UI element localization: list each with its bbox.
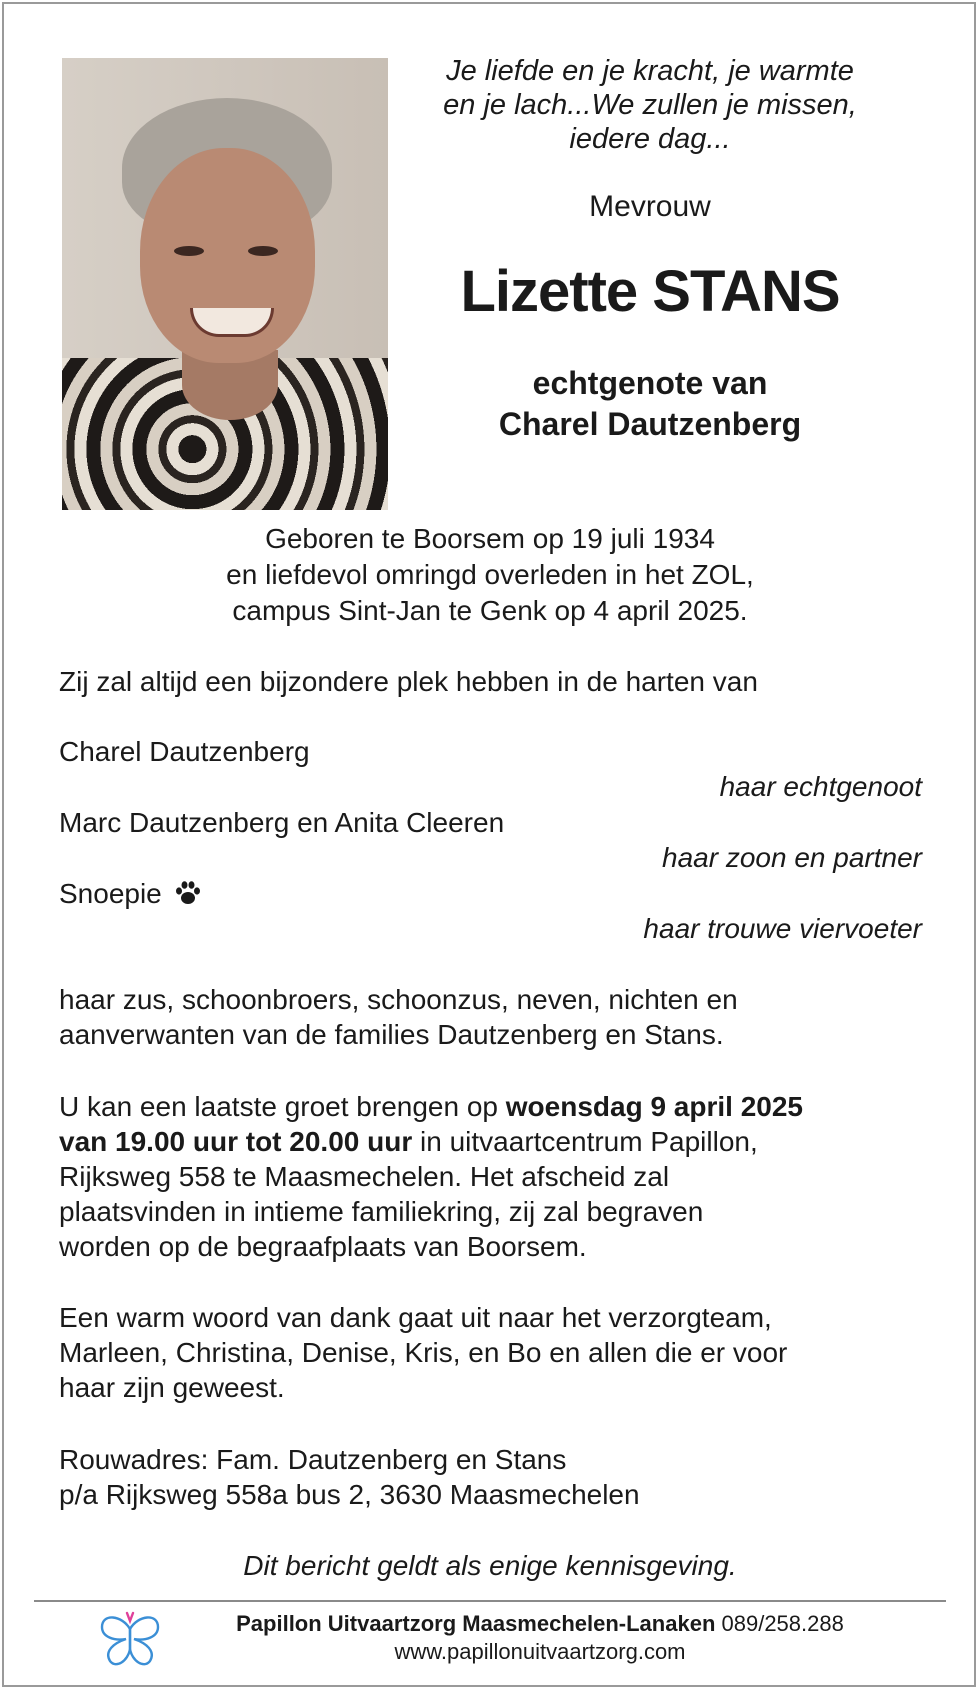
quote-line: iedere dag...: [569, 123, 731, 155]
footer-divider: [34, 1600, 946, 1602]
notice-text: Dit bericht geldt als enige kennisgeving.: [243, 1550, 737, 1581]
spouse-name: Charel Dautzenberg: [498, 406, 802, 442]
mourner-relation: haar echtgenoot: [719, 771, 922, 802]
visitation-date: woensdag 9 april 2025: [505, 1091, 804, 1122]
family-line: aanverwanten van de families Dautzenberg en Stans.: [59, 1019, 724, 1050]
deceased-name: Lizette STANS: [460, 259, 840, 324]
birth-death-line: campus Sint-Jan te Genk op 4 april 2025.: [232, 595, 748, 626]
birth-death-line: Geboren te Boorsem op 19 juli 1934: [265, 523, 715, 554]
mourner-relation: haar trouwe viervoeter: [643, 913, 922, 944]
address-line: p/a Rijksweg 558a bus 2, 3630 Maasmechelen: [59, 1479, 640, 1510]
mourner-name: Marc Dautzenberg en Anita Cleeren: [59, 807, 505, 838]
thanks-line: Een warm woord van dank gaat uit naar het verzorgteam,: [59, 1302, 772, 1333]
paw-icon: [174, 880, 202, 906]
visitation-time: van 19.00 uur tot 20.00 uur: [59, 1126, 413, 1157]
funeral-website[interactable]: www.papillonuitvaartzorg.com: [394, 1639, 686, 1664]
visitation-line: [59, 1090, 803, 1124]
mourner-name: Charel Dautzenberg: [59, 736, 310, 767]
title-prefix: Mevrouw: [589, 190, 711, 223]
visitation-line: Rijksweg 558 te Maasmechelen. Het afscheid zal: [59, 1161, 670, 1192]
visitation-text: U kan een laatste groet brengen op: [59, 1091, 506, 1122]
birth-death-line: en liefdevol omringd overleden in het ZOL,: [226, 559, 754, 590]
funeral-phone: 089/258.288: [715, 1611, 844, 1636]
thanks-line: Marleen, Christina, Denise, Kris, en Bo en allen die er voor: [59, 1337, 788, 1368]
mourner-relation: haar zoon en partner: [662, 842, 922, 873]
quote-line: Je liefde en je kracht, je warmte: [446, 55, 854, 87]
mourner-name: Snoepie: [59, 878, 162, 909]
spouse-line: echtgenote van: [532, 365, 768, 401]
funeral-company: Papillon Uitvaartzorg Maasmechelen-Lanaken: [236, 1611, 716, 1636]
portrait-photo: [62, 58, 388, 510]
quote-line: en je lach...We zullen je missen,: [443, 89, 857, 121]
mourner-name-row: [59, 877, 202, 911]
family-line: haar zus, schoonbroers, schoonzus, neven, nichten en: [59, 984, 738, 1015]
address-line: Rouwadres: Fam. Dautzenberg en Stans: [59, 1444, 567, 1475]
thanks-line: haar zijn geweest.: [59, 1372, 285, 1403]
visitation-line: worden op de begraafplaats van Boorsem.: [59, 1231, 587, 1262]
mourners-intro: Zij zal altijd een bijzondere plek hebben in de harten van: [59, 666, 758, 697]
visitation-text: in uitvaartcentrum Papillon,: [412, 1126, 758, 1157]
visitation-line: plaatsvinden in intieme familiekring, zij zal begraven: [59, 1196, 704, 1227]
footer-company-line: [160, 1610, 920, 1637]
visitation-line: [59, 1125, 758, 1159]
butterfly-icon: [96, 1607, 164, 1673]
